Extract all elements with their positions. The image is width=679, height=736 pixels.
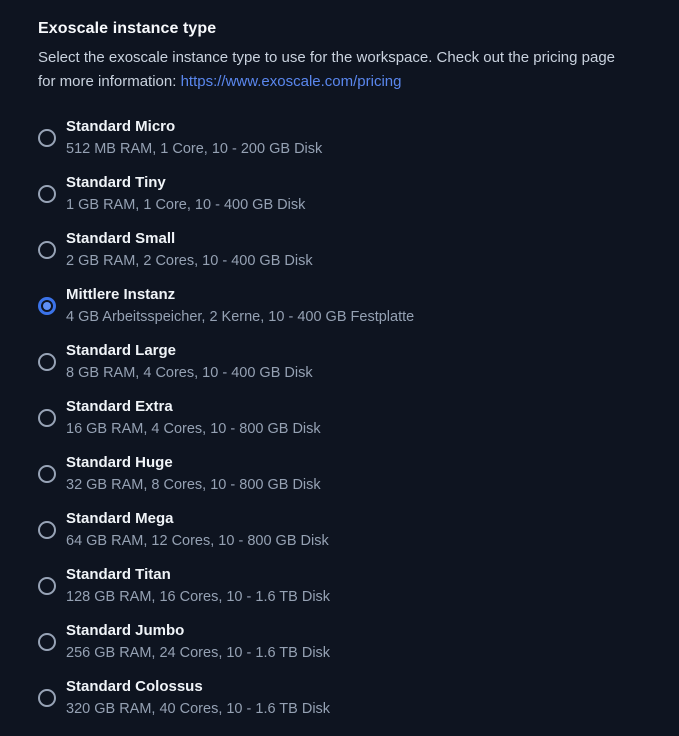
instance-type-option-8[interactable] (38, 564, 641, 608)
instance-type-option-1[interactable] (38, 172, 641, 216)
option-label: Standard Extra (66, 398, 173, 415)
radio-button-icon[interactable] (38, 521, 56, 539)
option-description: 1 GB RAM, 1 Core, 10 - 400 GB Disk (66, 197, 306, 213)
option-description: 32 GB RAM, 8 Cores, 10 - 800 GB Disk (66, 477, 321, 493)
radio-button-icon[interactable] (38, 577, 56, 595)
option-texts (66, 620, 330, 664)
radio-button-icon[interactable] (38, 353, 56, 371)
option-description: 512 MB RAM, 1 Core, 10 - 200 GB Disk (66, 141, 323, 157)
option-texts (66, 116, 322, 160)
option-description: 128 GB RAM, 16 Cores, 10 - 1.6 TB Disk (66, 589, 331, 605)
option-label: Standard Large (66, 342, 177, 359)
option-label: Standard Huge (66, 454, 173, 471)
option-label: Standard Tiny (66, 174, 166, 191)
option-texts (66, 452, 321, 496)
radio-button-icon[interactable] (38, 409, 56, 427)
option-label: Standard Titan (66, 566, 171, 583)
radio-button-icon[interactable] (38, 465, 56, 483)
instance-type-option-2[interactable] (38, 228, 641, 272)
option-texts (66, 172, 305, 216)
option-label: Standard Mega (66, 510, 174, 527)
radio-button-icon[interactable] (38, 185, 56, 203)
option-texts (66, 564, 330, 608)
option-label: Standard Micro (66, 118, 176, 135)
option-texts (66, 676, 330, 720)
instance-type-option-4[interactable] (38, 340, 641, 384)
option-label: Standard Colossus (66, 678, 203, 695)
radio-button-icon[interactable] (38, 241, 56, 259)
instance-type-option-10[interactable] (38, 676, 641, 720)
radio-button-icon[interactable] (38, 297, 56, 315)
instance-type-option-9[interactable] (38, 620, 641, 664)
section-title: Exoscale instance type (38, 20, 217, 37)
section-description-text: Select the exoscale instance type to use for the workspace. Check out the pricing page for more information: (38, 49, 616, 90)
option-texts (66, 228, 313, 272)
radio-button-icon[interactable] (38, 689, 56, 707)
instance-type-option-5[interactable] (38, 396, 641, 440)
pricing-link[interactable]: https://www.exoscale.com/pricing (180, 73, 402, 90)
option-texts (66, 340, 313, 384)
option-description: 64 GB RAM, 12 Cores, 10 - 800 GB Disk (66, 533, 329, 549)
instance-type-option-0[interactable] (38, 116, 641, 160)
option-description: 4 GB Arbeitsspeicher, 2 Kerne, 10 - 400 GB Festplatte (66, 309, 415, 325)
instance-type-option-7[interactable] (38, 508, 641, 552)
option-description: 16 GB RAM, 4 Cores, 10 - 800 GB Disk (66, 421, 321, 437)
option-texts (66, 396, 321, 440)
option-description: 320 GB RAM, 40 Cores, 10 - 1.6 TB Disk (66, 701, 331, 717)
section-description (38, 46, 630, 94)
option-description: 8 GB RAM, 4 Cores, 10 - 400 GB Disk (66, 365, 313, 381)
option-description: 2 GB RAM, 2 Cores, 10 - 400 GB Disk (66, 253, 313, 269)
radio-button-icon[interactable] (38, 129, 56, 147)
option-description: 256 GB RAM, 24 Cores, 10 - 1.6 TB Disk (66, 645, 331, 661)
instance-type-radiogroup (38, 116, 641, 720)
radio-button-icon[interactable] (38, 633, 56, 651)
option-label: Mittlere Instanz (66, 286, 176, 303)
option-label: Standard Small (66, 230, 176, 247)
option-label: Standard Jumbo (66, 622, 185, 639)
instance-type-option-3[interactable] (38, 284, 641, 328)
option-texts (66, 508, 329, 552)
instance-type-option-6[interactable] (38, 452, 641, 496)
option-texts (66, 284, 414, 328)
